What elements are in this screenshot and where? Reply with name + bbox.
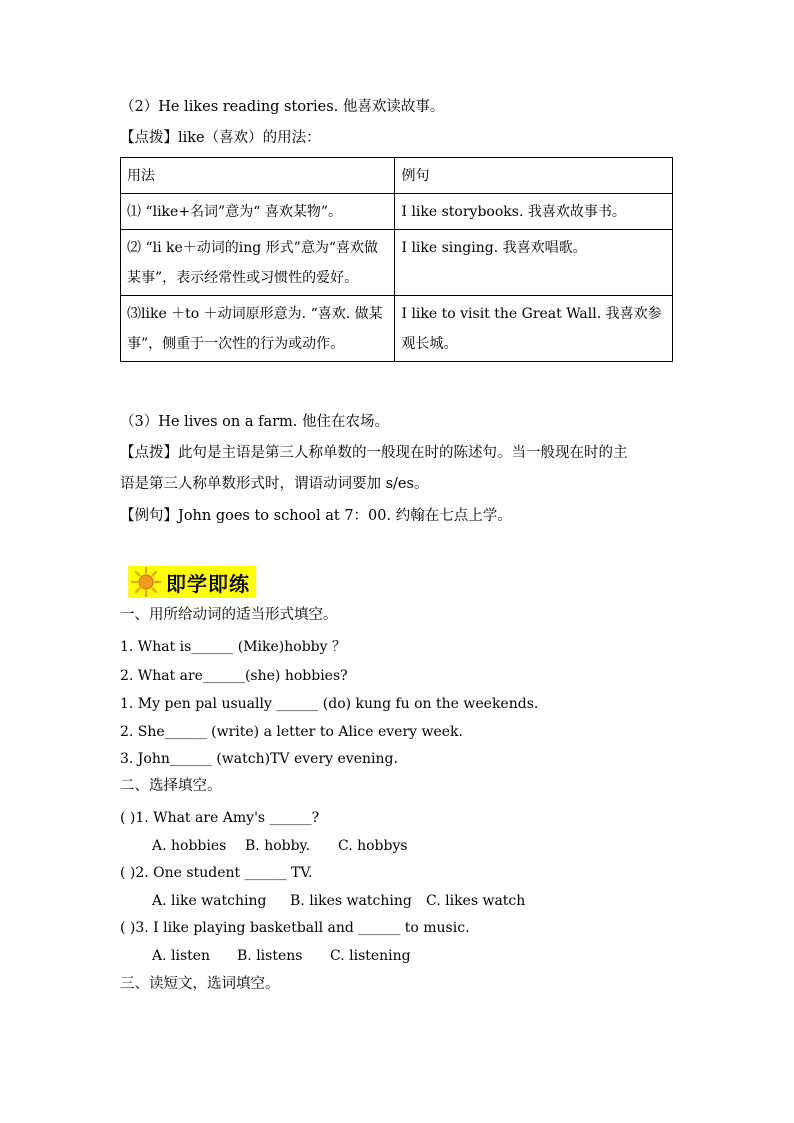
part-2-title: 二、选择填空。 [120, 778, 222, 794]
option-c: C. hobbys [338, 838, 408, 854]
usage-table [120, 157, 673, 362]
question-stem: ( )2. One student ______ TV. [120, 865, 313, 881]
sun-icon [128, 566, 164, 598]
section-banner [128, 566, 256, 598]
question-stem: ( )1. What are Amy's ______? [120, 810, 320, 826]
option-b: B. hobby. [245, 838, 311, 854]
tip-2-label: 【点拨】 [120, 445, 178, 461]
table-row [121, 296, 673, 362]
option-c: C. listening [330, 948, 411, 964]
option-a: A. hobbies [152, 838, 227, 854]
part-3-title: 三、读短文，选词填空。 [120, 976, 280, 992]
list-item: 1. What is______ (Mike)hobby ？ [120, 639, 346, 655]
option-a: A. like watching [152, 893, 267, 909]
list-item: 2. She______ (write) a letter to Alice every week. [120, 724, 463, 740]
table-header-row [121, 158, 673, 194]
example-line [120, 507, 512, 525]
tip-2-line-1 [120, 444, 628, 462]
option-b: B. likes watching [290, 893, 412, 909]
header-usage: 用法 [121, 158, 395, 194]
usage-cell: ⑴ “like+名词”意为“ 喜欢某物”。 [121, 194, 395, 230]
option-c: C. likes watch [426, 893, 526, 909]
header-example: 例句 [395, 158, 673, 194]
tip-1-label: 【点拨】 [120, 130, 178, 146]
part-1-title: 一、用所给动词的适当形式填空。 [120, 607, 338, 623]
example-cell: I like to visit the Great Wall. 我喜欢参观长城。 [395, 296, 673, 362]
usage-cell: ⑵ “li ke＋动词的ing 形式”意为“喜欢做某事”，表示经常性或习惯性的爱好。 [121, 230, 395, 296]
tip-2-line-2: 语是第三人称单数形式时，谓语动词要加 s/es。 [120, 476, 429, 492]
option-a: A. listen [152, 948, 211, 964]
tip-1 [120, 129, 321, 147]
tip-1-text: like（喜欢）的用法： [178, 130, 321, 146]
example-text: John goes to school at 7：00. 约翰在七点上学。 [178, 508, 512, 524]
example-cell: I like singing. 我喜欢唱歌。 [395, 230, 673, 296]
question-stem: ( )3. I like playing basketball and ______ to music. [120, 920, 470, 936]
table-row [121, 194, 673, 230]
sentence-3: （3）He lives on a farm. 他住在农场。 [120, 414, 389, 430]
example-cell: I like storybooks. 我喜欢故事书。 [395, 194, 673, 230]
section-title: 即学即练 [166, 571, 250, 596]
list-item: 3. John______ (watch)TV every evening. [120, 751, 398, 767]
example-label: 【例句】 [120, 508, 178, 524]
table-row [121, 230, 673, 296]
tip-2-text-1: 此句是主语是第三人称单数的一般现在时的陈述句。当一般现在时的主 [178, 445, 628, 461]
list-item: 2. What are______(she) hobbies? [120, 668, 348, 684]
list-item: 1. My pen pal usually ______ (do) kung fu on the weekends. [120, 696, 539, 712]
sentence-2: （2）He likes reading stories. 他喜欢读故事。 [120, 99, 445, 115]
usage-cell: ⑶like ＋to ＋动词原形意为. “喜欢. 做某事”，侧重于一次性的行为或动作。 [121, 296, 395, 362]
option-b: B. listens [237, 948, 303, 964]
